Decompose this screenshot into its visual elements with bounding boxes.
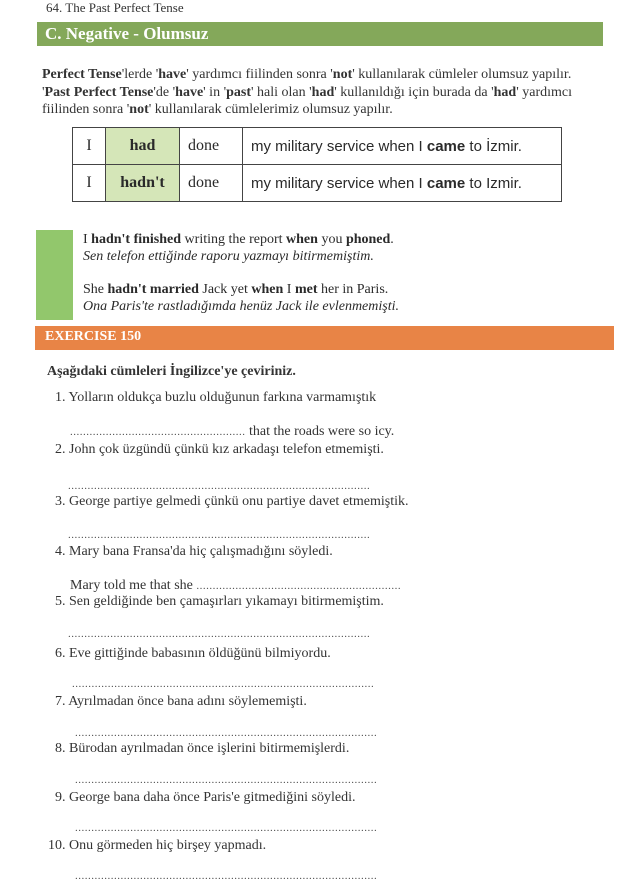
question-6: 6. Eve gittiğinde babasının öldüğünü bilmiyordu. (55, 646, 331, 661)
text: I (83, 232, 92, 247)
auxiliary-cell: hadn't (106, 165, 180, 202)
answer-line-2[interactable]: ............................................................................................. (68, 480, 371, 492)
text: ' hali olan ' (251, 84, 312, 100)
text: ' kullanılarak cümlelerimiz olumsuz yapılır. (148, 102, 393, 117)
table-row (73, 128, 562, 165)
answer-line-5[interactable]: ............................................................................................. (68, 628, 371, 640)
example-turkish (83, 248, 394, 265)
question-8: 8. Bürodan ayrılmadan önce işlerini bitirmemişlerdi. (55, 741, 350, 756)
text: my military service when I (251, 137, 427, 155)
question-2: 2. John çok üzgündü çünkü kız arkadaşı telefon etmemişti. (55, 442, 384, 457)
exercise-instruction: Aşağıdaki cümleleri İngilizce'ye çeviriniz. (47, 364, 296, 379)
question-5: 5. Sen geldiğinde ben çamaşırları yıkamayı bitirmemiştim. (55, 594, 384, 609)
question-3: 3. George partiye gelmedi çünkü onu partiye davet etmemiştik. (55, 494, 409, 509)
text: I (283, 282, 295, 297)
example-accent-bar (36, 230, 73, 320)
bold-word: phoned (345, 232, 391, 247)
text: She (83, 282, 108, 297)
bold-word: when (286, 232, 318, 247)
bold-word: when (251, 282, 284, 297)
text: to Izmir. (465, 174, 522, 192)
text: my military service when I (251, 174, 427, 192)
bold-word: met (294, 282, 318, 297)
text: ' kullanılarak cümleler olumsuz yapılır. ' (42, 67, 572, 100)
answer-line-9[interactable]: ............................................................................................. (75, 822, 378, 834)
text: her in Paris. (317, 282, 389, 297)
text: ' yardımcı fiilinden sonra ' (186, 67, 333, 82)
bold-word: hadn't finished (91, 232, 182, 247)
term: had (311, 84, 335, 100)
text: writing the report (181, 232, 287, 247)
text: Jack yet (198, 282, 252, 297)
table-row (73, 165, 562, 202)
text: to İzmir. (465, 137, 522, 155)
text: 'lerde ' (121, 67, 159, 82)
text: ' kullanıldığı için burada da ' (334, 84, 494, 100)
verb-cell: done (180, 128, 243, 165)
answer-line-3[interactable]: ............................................................................................. (68, 529, 371, 541)
example-english (83, 281, 399, 298)
text: . (390, 232, 394, 247)
page-header: 64. The Past Perfect Tense (46, 0, 184, 15)
text: you (317, 232, 346, 247)
intro-paragraph (42, 66, 602, 119)
text: ' yardımcı fiilinden sonra ' (42, 84, 572, 117)
bold-word: came (426, 174, 466, 192)
answer-line-10[interactable]: ............................................................................................. (75, 870, 378, 882)
question-1: 1. Yolların oldukça buzlu olduğunun farkına varmamıştık (55, 390, 377, 405)
exercise-title: EXERCISE 150 (45, 329, 142, 344)
section-title: C. Negative - Olumsuz (45, 24, 209, 43)
question-4: 4. Mary bana Fransa'da hiç çalışmadığını söyledi. (55, 544, 333, 559)
term: Perfect Tense (42, 67, 122, 82)
example-1 (83, 231, 394, 265)
translation: Sen telefon ettiğinde raporu yazmayı bitirmemiştim. (83, 249, 374, 264)
answer-line-1[interactable] (70, 424, 394, 440)
auxiliary-cell: had (106, 128, 180, 165)
translation: Ona Paris'te rastladığımda henüz Jack ile evlenmemişti. (83, 299, 399, 314)
answer-line-6[interactable]: ............................................................................................. (72, 678, 375, 690)
answer-blank[interactable]: ............................................................... (196, 580, 402, 592)
term: had (493, 84, 517, 100)
question-7: 7. Ayrılmadan önce bana adını söylememişti. (55, 694, 307, 709)
term: past (226, 84, 251, 100)
answer-line-7[interactable]: ............................................................................................. (75, 727, 378, 739)
answer-line-4[interactable] (70, 578, 401, 594)
term: Past Perfect Tense (44, 84, 154, 100)
pronoun-cell: I (73, 128, 106, 165)
example-turkish (83, 298, 399, 315)
term: have (175, 84, 204, 100)
pronoun-cell: I (73, 165, 106, 202)
exercise-title-bar (35, 326, 614, 350)
sentence-cell (243, 165, 562, 202)
example-2 (83, 281, 399, 315)
bold-word: came (426, 137, 466, 155)
term: not (332, 67, 353, 82)
text: ' in ' (203, 84, 227, 100)
answer-suffix: that the roads were so icy. (245, 424, 395, 439)
question-9: 9. George bana daha önce Paris'e gitmediğini söyledi. (55, 790, 356, 805)
term: not (129, 102, 149, 117)
sentence-cell (243, 128, 562, 165)
question-10: 10. Onu görmeden hiç birşey yapmadı. (48, 838, 267, 853)
example-english (83, 231, 394, 248)
verb-cell: done (180, 165, 243, 202)
section-title-bar (37, 22, 603, 46)
answer-line-8[interactable]: ............................................................................................. (75, 774, 378, 786)
bold-word: hadn't married (107, 282, 199, 297)
grammar-table (72, 127, 562, 202)
answer-blank[interactable]: ...................................................... (70, 426, 246, 438)
text: 'de ' (153, 84, 176, 100)
answer-prefix: Mary told me that she (70, 578, 197, 593)
term: have (158, 67, 187, 82)
